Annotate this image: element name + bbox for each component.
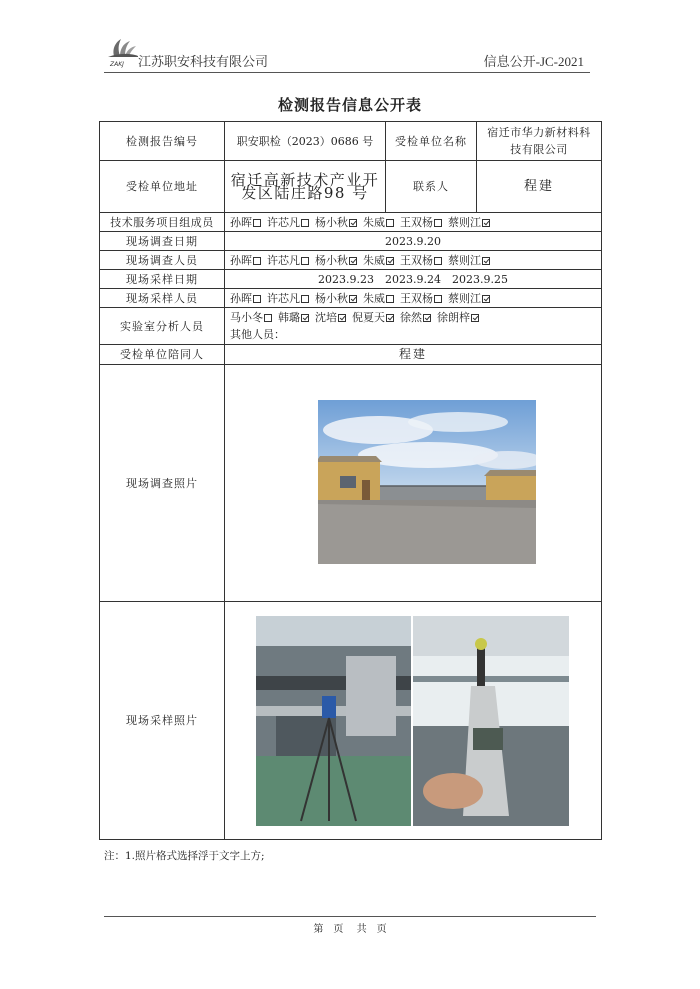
unchecked-box-icon <box>253 219 261 227</box>
staff-name: 王双杨 <box>400 253 433 267</box>
report-no-value: 职安职检（2023）0686 号 <box>225 122 386 161</box>
sampling-photo-cell <box>225 602 602 840</box>
row-sampling-people <box>100 289 602 308</box>
page-footer: 第 页 共 页 <box>313 924 387 935</box>
staff-name: 朱威 <box>363 215 385 229</box>
row-lab <box>100 308 602 345</box>
row-sampling-date <box>100 270 602 289</box>
address-value: 宿迁高新技术产业开发区陆庄路98 号 <box>225 161 386 213</box>
staff-name: 许芯凡 <box>267 253 300 267</box>
sampling-photo-right <box>413 616 569 826</box>
row-survey-people <box>100 251 602 270</box>
checked-box-icon <box>349 295 357 303</box>
unchecked-box-icon <box>301 219 309 227</box>
staff-name: 许芯凡 <box>267 215 300 229</box>
survey-people <box>225 251 602 270</box>
staff-name: 孙晖 <box>230 215 252 229</box>
contact-value: 程建 <box>477 161 602 213</box>
checked-box-icon <box>482 295 490 303</box>
svg-text:ZAKJ: ZAKJ <box>110 61 124 68</box>
document-code: 信息公开-JC-2021 <box>483 54 584 69</box>
checked-box-icon <box>482 257 490 265</box>
staff-name: 倪夏天 <box>352 311 385 324</box>
staff-name: 马小冬 <box>230 311 263 324</box>
lab-others: 其他人员： <box>230 328 285 341</box>
lab-label: 实验室分析人员 <box>100 308 225 345</box>
footer-rule <box>104 916 596 917</box>
escort-label: 受检单位陪同人 <box>100 345 225 365</box>
sampling-date-label: 现场采样日期 <box>100 270 225 289</box>
checked-box-icon <box>386 314 394 322</box>
row-survey-photo <box>100 365 602 602</box>
row-address <box>100 161 602 213</box>
row-team <box>100 213 602 232</box>
unchecked-box-icon <box>253 257 261 265</box>
unchecked-box-icon <box>386 295 394 303</box>
row-survey-date <box>100 232 602 251</box>
staff-name: 许芯凡 <box>267 291 300 305</box>
report-no-label: 检测报告编号 <box>100 122 225 161</box>
staff-name: 朱威 <box>363 253 385 267</box>
team-members <box>225 213 602 232</box>
company-name: 江苏职安科技有限公司 <box>138 55 269 70</box>
checked-box-icon <box>386 257 394 265</box>
sampling-date-value: 2023.9.23 2023.9.24 2023.9.25 <box>225 270 602 289</box>
survey-date-label: 现场调查日期 <box>100 232 225 251</box>
page-header <box>104 34 590 73</box>
survey-date-value: 2023.9.20 <box>225 232 602 251</box>
contact-label: 联系人 <box>386 161 477 213</box>
unchecked-box-icon <box>301 257 309 265</box>
unit-name-label: 受检单位名称 <box>386 122 477 161</box>
row-report-no <box>100 122 602 161</box>
unchecked-box-icon <box>301 295 309 303</box>
lab-checklist <box>230 309 596 326</box>
row-sampling-photo <box>100 602 602 840</box>
unchecked-box-icon <box>434 257 442 265</box>
address-label: 受检单位地址 <box>100 161 225 213</box>
checked-box-icon <box>423 314 431 322</box>
staff-name: 孙晖 <box>230 253 252 267</box>
staff-name: 朱威 <box>363 291 385 305</box>
unchecked-box-icon <box>264 314 272 322</box>
staff-name: 王双杨 <box>400 291 433 305</box>
row-escort <box>100 345 602 365</box>
unchecked-box-icon <box>386 219 394 227</box>
page-title: 检测报告信息公开表 <box>277 96 422 114</box>
sampling-people <box>225 289 602 308</box>
staff-name: 杨小秋 <box>315 253 348 267</box>
footnote: 注：1.照片格式选择浮于文字上方; <box>104 850 265 862</box>
staff-name: 蔡则江 <box>448 291 481 305</box>
sampling-photo-left <box>256 616 411 826</box>
sampling-people-label: 现场采样人员 <box>100 289 225 308</box>
unchecked-box-icon <box>253 295 261 303</box>
unit-name-value: 宿迁市华力新材料科技有限公司 <box>477 122 602 161</box>
staff-name: 沈培 <box>315 311 337 324</box>
checked-box-icon <box>349 219 357 227</box>
staff-name: 蔡则江 <box>448 253 481 267</box>
sampling-photo-label: 现场采样照片 <box>100 602 225 840</box>
survey-photo <box>318 400 536 564</box>
checked-box-icon <box>301 314 309 322</box>
lab-people <box>225 308 602 345</box>
staff-name: 孙晖 <box>230 291 252 305</box>
survey-people-label: 现场调查人员 <box>100 251 225 270</box>
staff-name: 徐朗梓 <box>437 311 470 324</box>
staff-name: 韩璐 <box>278 311 300 324</box>
staff-name: 杨小秋 <box>315 215 348 229</box>
company-logo <box>104 34 140 68</box>
survey-photo-cell <box>225 365 602 602</box>
survey-photo-label: 现场调查照片 <box>100 365 225 602</box>
report-info-table <box>99 121 602 840</box>
staff-name: 蔡则江 <box>448 215 481 229</box>
team-label: 技术服务项目组成员 <box>100 213 225 232</box>
escort-value: 程建 <box>225 345 602 365</box>
unchecked-box-icon <box>434 219 442 227</box>
staff-name: 杨小秋 <box>315 291 348 305</box>
checked-box-icon <box>349 257 357 265</box>
checked-box-icon <box>338 314 346 322</box>
checked-box-icon <box>482 219 490 227</box>
staff-name: 王双杨 <box>400 215 433 229</box>
staff-name: 徐然 <box>400 311 422 324</box>
unchecked-box-icon <box>434 295 442 303</box>
checked-box-icon <box>471 314 479 322</box>
